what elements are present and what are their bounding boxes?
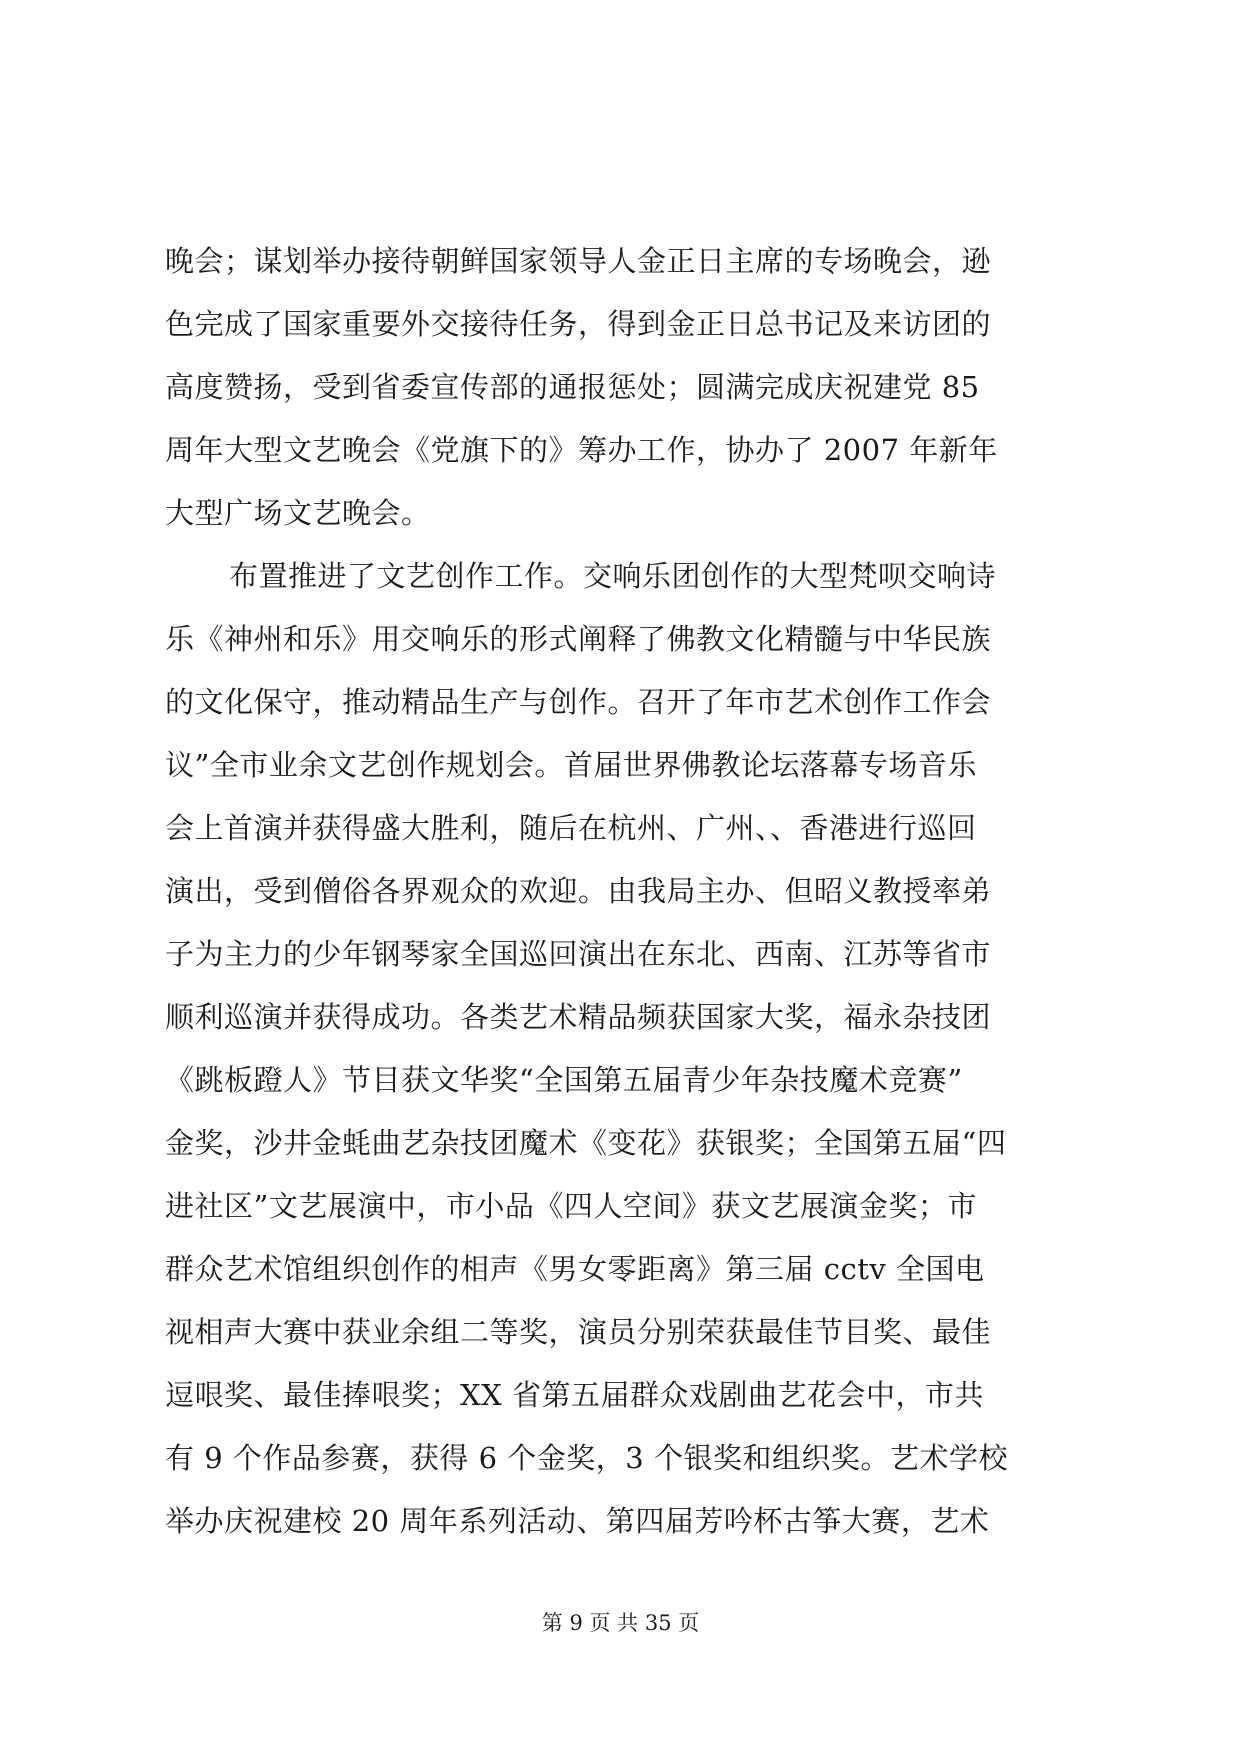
page-number-footer: 第 9 页 共 35 页 <box>541 1611 700 1635</box>
text-line: 周年大型文艺晚会《党旗下的》筹办工作，协办了 2007 年新年 <box>165 433 998 467</box>
text-line: 视相声大赛中获业余组二等奖，演员分别荣获最佳节目奖、最佳 <box>165 1315 992 1349</box>
text-line: 顺利巡演并获得成功。各类艺术精品频获国家大奖，福永杂技团 <box>165 1000 992 1034</box>
text-line: 逗哏奖、最佳捧哏奖；XX 省第五届群众戏剧曲艺花会中，市共 <box>165 1378 985 1412</box>
text-line: 的文化保守，推动精品生产与创作。召开了年市艺术创作工作会 <box>165 685 992 719</box>
text-line: 会上首演并获得盛大胜利，随后在杭州、广州、、香港进行巡回 <box>165 811 977 845</box>
text-line: 色完成了国家重要外交接待任务，得到金正日总书记及来访团的 <box>165 307 992 341</box>
text-line: 群众艺术馆组织创作的相声《男女零距离》第三届 cctv 全国电 <box>165 1252 985 1286</box>
text-line: 举办庆祝建校 20 周年系列活动、第四届芳吟杯古筝大赛，艺术 <box>165 1504 990 1538</box>
text-line: 进社区”文艺展演中，市小品《四人空间》获文艺展演金奖；市 <box>165 1189 977 1223</box>
text-line: 高度赞扬，受到省委宣传部的通报惩处；圆满完成庆祝建党 85 <box>165 370 980 404</box>
text-line: 子为主力的少年钢琴家全国巡回演出在东北、西南、江苏等省市 <box>165 937 992 971</box>
text-line: 乐《神州和乐》用交响乐的形式阐释了佛教文化精髓与中华民族 <box>165 622 992 656</box>
paragraph-start-line: 布置推进了文艺创作工作。交响乐团创作的大型梵呗交响诗 <box>229 559 997 593</box>
text-line: 《跳板蹬人》节目获文华奖“全国第五届青少年杂技魔术竞赛” <box>165 1063 963 1097</box>
text-line: 议”全市业余文艺创作规划会。首届世界佛教论坛落幕专场音乐 <box>165 748 977 782</box>
body-text <box>165 230 1080 1553</box>
text-line: 大型广场文艺晚会。 <box>165 496 431 530</box>
text-line: 演出，受到僧俗各界观众的欢迎。由我局主办、但昭义教授率弟 <box>165 874 992 908</box>
text-line: 金奖，沙井金蚝曲艺杂技团魔术《变花》获银奖；全国第五届“四 <box>165 1126 1007 1160</box>
text-line: 晚会；谋划举办接待朝鲜国家领导人金正日主席的专场晚会，逊 <box>165 244 992 278</box>
text-line: 有 9 个作品参赛，获得 6 个金奖，3 个银奖和组织奖。艺术学校 <box>165 1441 1008 1475</box>
